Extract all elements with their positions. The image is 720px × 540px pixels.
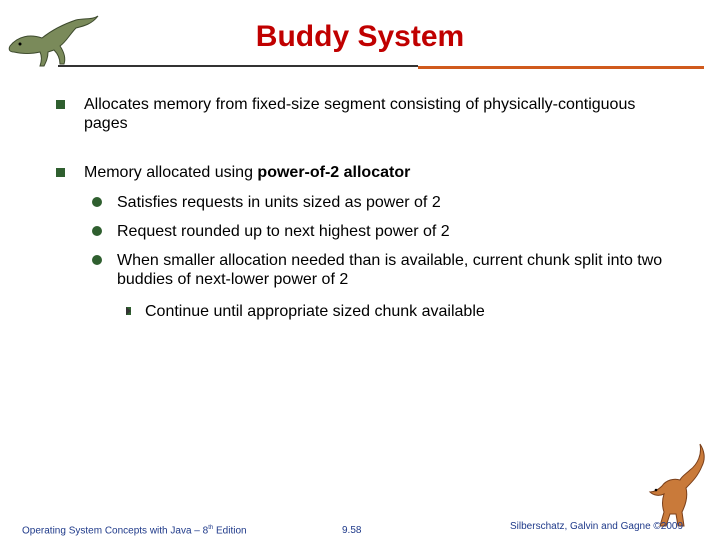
bullet-text: When smaller allocation needed than is available, current chunk split into two buddies of next-lower power of 2	[117, 252, 663, 288]
bullet-text: Continue until appropriate sized chunk available	[145, 303, 485, 320]
triangle-bullet-icon	[126, 307, 131, 315]
bullet-text: Allocates memory from fixed-size segment consisting of physically-contiguous pages	[84, 96, 636, 132]
title-divider-dark	[58, 65, 418, 67]
round-bullet-icon	[92, 226, 102, 236]
square-bullet-icon	[56, 168, 65, 177]
square-bullet-icon	[56, 100, 65, 109]
footer-copyright: Silberschatz, Galvin and Gagne ©2009	[510, 521, 684, 532]
bullet-text: Satisfies requests in units sized as power of 2	[117, 194, 441, 211]
footer-book-sup: th	[208, 525, 214, 531]
footer-book-suffix: Edition	[213, 525, 247, 537]
footer-page-number: 9.58	[342, 525, 362, 536]
bullet-text-bold: power-of-2 allocator	[257, 164, 411, 181]
footer-book-prefix: Operating System Concepts with Java – 8	[22, 525, 209, 537]
slide-title: Buddy System	[255, 20, 465, 53]
round-bullet-icon	[92, 255, 102, 265]
footer-book-title	[22, 525, 247, 536]
title-divider-accent	[418, 66, 704, 69]
round-bullet-icon	[92, 197, 102, 207]
bullet-text-prefix: Memory allocated using	[84, 164, 258, 181]
dinosaur-logo-icon	[640, 440, 710, 530]
bullet-text: Request rounded up to next highest power of 2	[117, 223, 450, 240]
bullet-text	[84, 163, 644, 182]
